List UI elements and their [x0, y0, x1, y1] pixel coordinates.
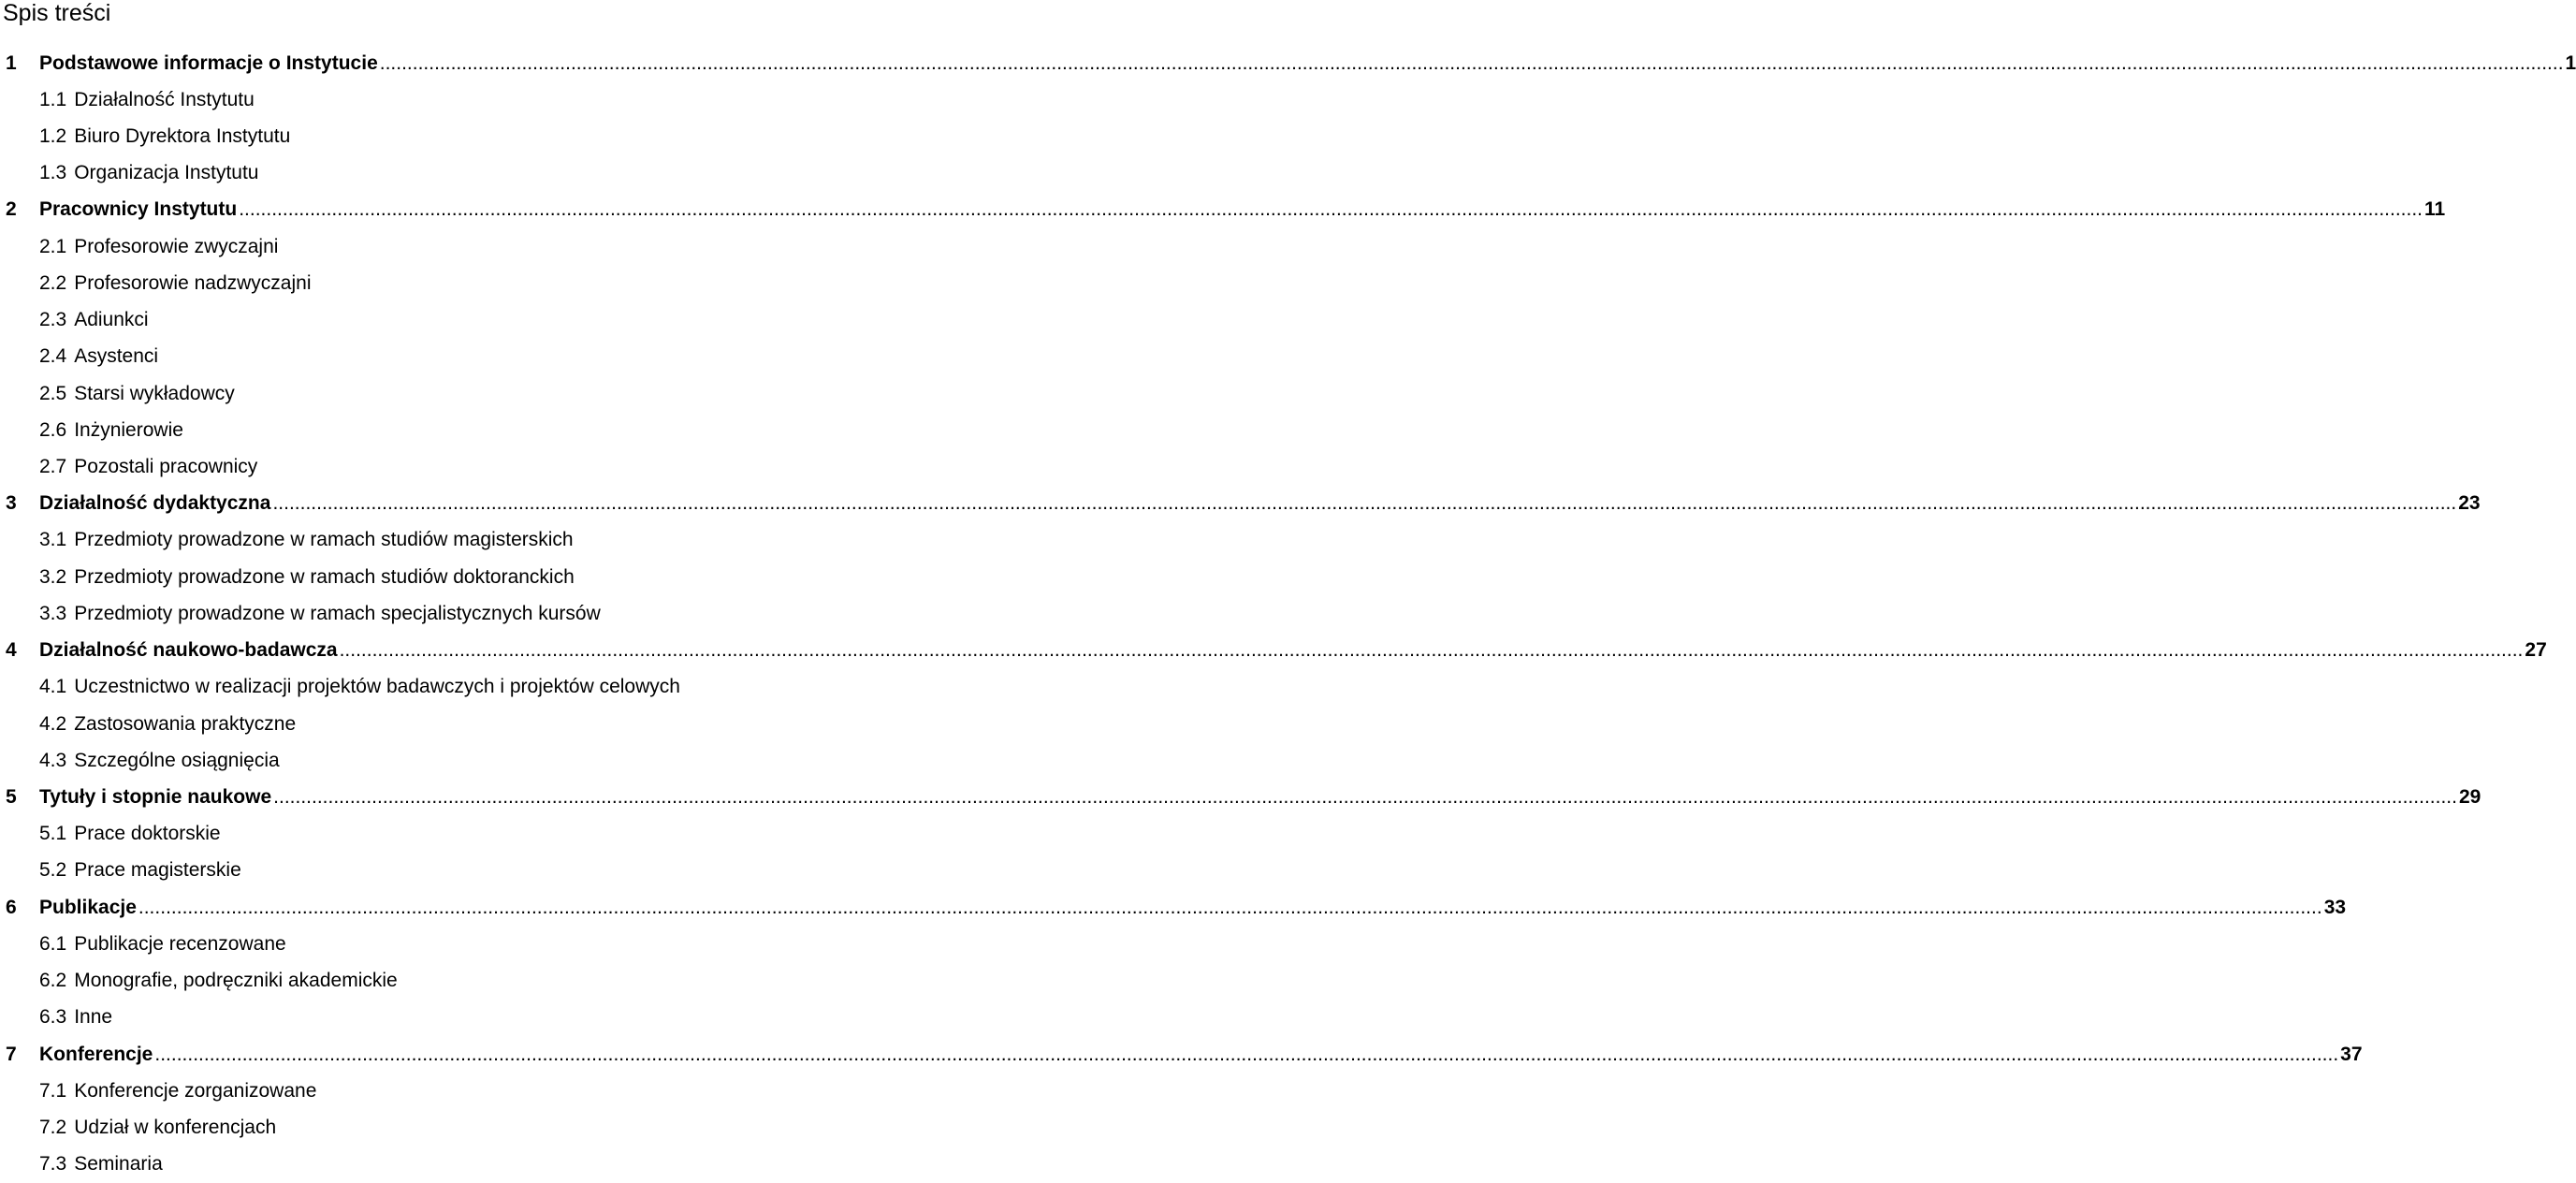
chapter-line	[39, 51, 2576, 75]
dot-leader: ................................................................................................................................................................................................................................................................................................................................................................................................................	[239, 198, 2423, 221]
toc-chapter-entry[interactable]	[0, 45, 2576, 81]
section-line	[39, 309, 149, 331]
section-number: 6.1	[39, 932, 67, 955]
toc-section-entry[interactable]	[0, 559, 898, 595]
toc-section-entry[interactable]	[0, 302, 898, 339]
toc-chapter-entry[interactable]	[0, 633, 2547, 669]
section-title: Zastosowania praktyczne	[74, 712, 297, 735]
section-line	[39, 456, 257, 478]
section-title: Starsi wykładowcy	[74, 382, 235, 404]
chapter-page-number: 33	[2323, 896, 2347, 918]
section-number: 5.1	[39, 823, 67, 845]
chapter-line	[39, 198, 2446, 221]
chapter-number: 6	[6, 896, 17, 918]
section-title: Przedmioty prowadzone w ramach studiów magisterskich	[74, 529, 574, 551]
table-of-contents	[0, 45, 2576, 1183]
dot-leader: ................................................................................................................................................................................................................................................................................................................................................................................................................	[273, 785, 2457, 808]
toc-chapter-entry[interactable]	[0, 779, 2481, 815]
section-line	[39, 603, 601, 625]
chapter-title: Konferencje	[39, 1043, 153, 1065]
toc-section-entry[interactable]	[0, 1000, 898, 1036]
section-number: 2.1	[39, 235, 67, 257]
toc-section-entry[interactable]	[0, 375, 898, 412]
toc-section-entry[interactable]	[0, 1146, 898, 1183]
section-title: Monografie, podręczniki akademickie	[74, 970, 398, 992]
section-title: Profesorowie nadzwyczajni	[74, 271, 312, 294]
section-title: Asystenci	[74, 345, 159, 368]
section-number: 1.2	[39, 125, 67, 148]
toc-chapter-entry[interactable]	[0, 889, 2347, 926]
section-line	[39, 676, 680, 698]
section-title: Adiunkci	[74, 309, 149, 331]
toc-section-entry[interactable]	[0, 1073, 898, 1109]
toc-section-entry[interactable]	[0, 962, 898, 999]
section-number: 7.3	[39, 1153, 67, 1176]
section-title: Prace magisterskie	[74, 859, 241, 882]
chapter-number: 2	[6, 198, 17, 221]
chapter-title: Podstawowe informacje o Instytucie	[39, 51, 378, 74]
chapter-title: Tytuły i stopnie naukowe	[39, 785, 272, 808]
section-title: Pozostali pracownicy	[74, 456, 258, 478]
section-line	[39, 89, 255, 111]
section-title: Profesorowie zwyczajni	[74, 235, 279, 257]
toc-chapter-entry[interactable]	[0, 192, 2446, 228]
section-number: 4.2	[39, 712, 67, 735]
chapter-line	[39, 785, 2481, 809]
toc-section-entry[interactable]	[0, 706, 898, 742]
page-title: Spis treści	[3, 0, 111, 26]
section-line	[39, 162, 258, 184]
section-number: 6.3	[39, 1006, 67, 1029]
section-line	[39, 529, 574, 551]
section-number: 2.3	[39, 309, 67, 331]
section-title: Organizacja Instytutu	[74, 162, 259, 184]
section-title: Uczestnictwo w realizacji projektów badawczych i projektów celowych	[74, 676, 680, 698]
section-line	[39, 345, 158, 368]
section-title: Prace doktorskie	[74, 823, 221, 845]
section-number: 1.3	[39, 162, 67, 184]
toc-section-entry[interactable]	[0, 816, 898, 853]
section-number: 7.2	[39, 1116, 67, 1138]
section-line	[39, 566, 575, 589]
section-number: 3.3	[39, 602, 67, 624]
section-number: 2.2	[39, 271, 67, 294]
section-title: Konferencje zorganizowane	[74, 1079, 317, 1102]
toc-section-entry[interactable]	[0, 81, 898, 118]
section-number: 1.1	[39, 88, 67, 110]
chapter-line	[39, 492, 2481, 515]
section-line	[39, 823, 221, 845]
section-number: 2.5	[39, 382, 67, 404]
section-number: 7.1	[39, 1079, 67, 1102]
section-title: Przedmioty prowadzone w ramach specjalistycznych kursów	[74, 602, 601, 624]
section-number: 2.4	[39, 345, 67, 368]
section-line	[39, 970, 398, 992]
section-title: Szczególne osiągnięcia	[74, 749, 280, 771]
section-line	[39, 713, 296, 736]
section-line	[39, 1153, 163, 1176]
section-number: 2.6	[39, 418, 67, 441]
section-title: Publikacje recenzowane	[74, 932, 286, 955]
section-line	[39, 272, 312, 295]
section-line	[39, 236, 278, 258]
toc-section-entry[interactable]	[0, 1109, 898, 1146]
section-number: 4.1	[39, 676, 67, 698]
dot-leader: ................................................................................................................................................................................................................................................................................................................................................................................................................	[272, 492, 2457, 515]
chapter-title: Publikacje	[39, 896, 137, 918]
section-title: Biuro Dyrektora Instytutu	[74, 125, 291, 148]
section-title: Przedmioty prowadzone w ramach studiów doktoranckich	[74, 565, 575, 588]
section-line	[39, 1117, 276, 1139]
chapter-page-number: 37	[2340, 1043, 2363, 1065]
toc-section-entry[interactable]	[0, 448, 898, 485]
chapter-title: Działalność naukowo-badawcza	[39, 639, 338, 662]
toc-section-entry[interactable]	[0, 155, 898, 192]
chapter-number: 4	[6, 639, 17, 662]
section-title: Seminaria	[74, 1153, 163, 1176]
section-title: Działalność Instytutu	[74, 88, 255, 110]
toc-section-entry[interactable]	[0, 412, 898, 448]
section-number: 4.3	[39, 749, 67, 771]
dot-leader: ................................................................................................................................................................................................................................................................................................................................................................................................................	[138, 896, 2322, 918]
section-line	[39, 750, 280, 772]
toc-section-entry[interactable]	[0, 742, 898, 779]
toc-chapter-entry[interactable]	[0, 1036, 2363, 1073]
chapter-number: 5	[6, 785, 17, 808]
chapter-number: 1	[6, 51, 17, 74]
chapter-number: 3	[6, 492, 17, 515]
toc-section-entry[interactable]	[0, 926, 898, 962]
chapter-page-number: 1	[2565, 51, 2576, 74]
toc-chapter-entry[interactable]	[0, 486, 2481, 522]
section-number: 2.7	[39, 456, 67, 478]
chapter-title: Pracownicy Instytutu	[39, 198, 238, 221]
section-line	[39, 933, 286, 956]
section-number: 3.1	[39, 529, 67, 551]
chapter-line	[39, 1043, 2363, 1066]
chapter-number: 7	[6, 1043, 17, 1065]
chapter-line	[39, 896, 2347, 919]
section-line	[39, 125, 290, 148]
toc-section-entry[interactable]	[0, 853, 898, 889]
section-number: 5.2	[39, 859, 67, 882]
toc-section-entry[interactable]	[0, 339, 898, 375]
toc-section-entry[interactable]	[0, 595, 898, 632]
section-line	[39, 383, 235, 405]
section-line	[39, 859, 241, 882]
section-title: Udział w konferencjach	[74, 1116, 277, 1138]
chapter-page-number: 27	[2525, 639, 2547, 662]
toc-section-entry[interactable]	[0, 669, 898, 706]
dot-leader: ................................................................................................................................................................................................................................................................................................................................................................................................................	[379, 51, 2564, 74]
toc-section-entry[interactable]	[0, 228, 898, 265]
section-number: 6.2	[39, 970, 67, 992]
section-line	[39, 419, 183, 442]
chapter-line	[39, 639, 2547, 662]
section-number: 3.2	[39, 565, 67, 588]
dot-leader: ................................................................................................................................................................................................................................................................................................................................................................................................................	[154, 1043, 2339, 1065]
dot-leader: ................................................................................................................................................................................................................................................................................................................................................................................................................	[339, 639, 2524, 662]
toc-section-entry[interactable]	[0, 118, 898, 154]
chapter-page-number: 23	[2458, 492, 2481, 515]
toc-section-entry[interactable]	[0, 265, 898, 301]
toc-section-entry[interactable]	[0, 522, 898, 559]
chapter-title: Działalność dydaktyczna	[39, 492, 271, 515]
section-title: Inne	[74, 1006, 113, 1029]
section-title: Inżynierowie	[74, 418, 183, 441]
section-line	[39, 1006, 112, 1029]
section-line	[39, 1080, 316, 1103]
chapter-page-number: 11	[2424, 198, 2446, 221]
chapter-page-number: 29	[2458, 785, 2481, 808]
